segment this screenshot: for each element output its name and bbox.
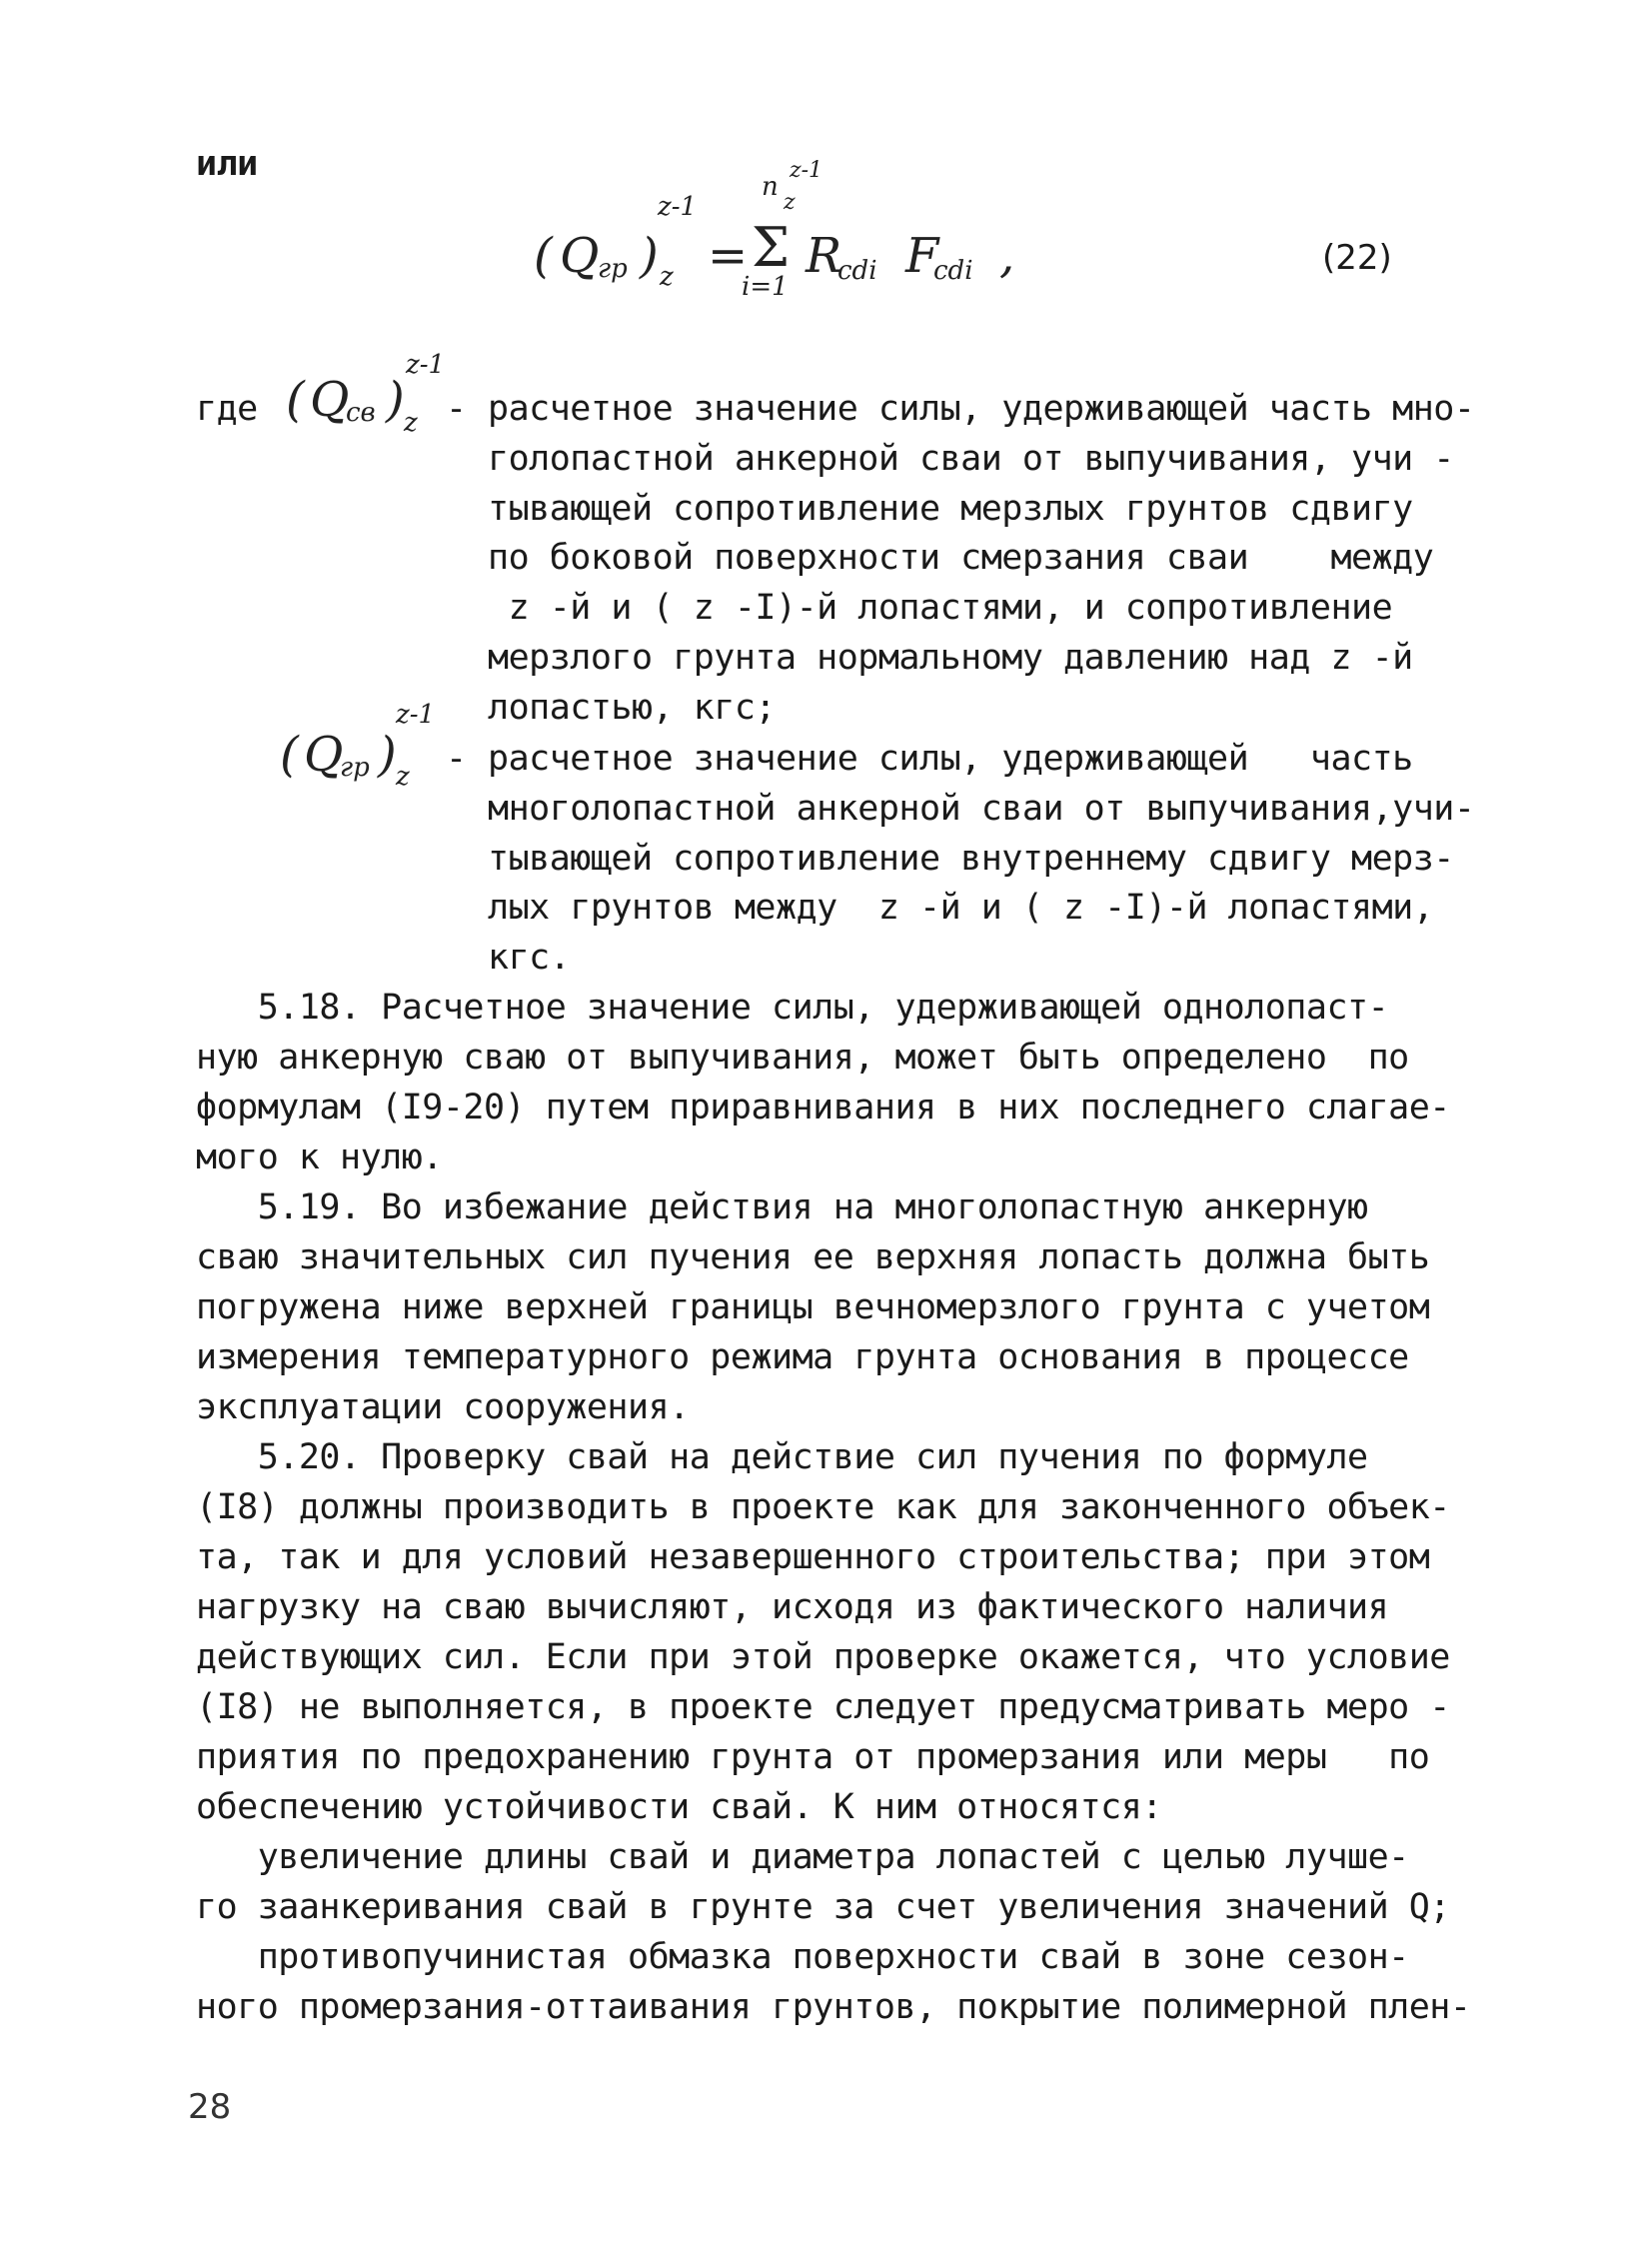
paragraph-line: го заанкеривания свай в грунте за счет увеличения значений Q; <box>196 1887 1450 1927</box>
where-word: где <box>196 389 258 429</box>
paragraph-line: 5.18. Расчетное значение силы, удерживающей однолопаст- <box>196 988 1389 1028</box>
paragraph-line: мого к нулю. <box>196 1137 443 1177</box>
def2-index: z <box>396 762 410 792</box>
paragraph-line: эксплуатации сооружения. <box>196 1387 690 1427</box>
formula-lhs-sup: z-1 <box>658 192 698 222</box>
def2-open: ( <box>280 727 299 783</box>
def2-q: Q <box>304 727 344 783</box>
paragraph-line: 5.19. Во избежание действия на многолопастную анкерную <box>196 1187 1368 1227</box>
def1-index: z <box>404 408 418 438</box>
def2-line: многолопастной анкерной сваи от выпучивания,учи- <box>488 789 1475 829</box>
equation-number: (22) <box>1322 238 1392 278</box>
formula-sum-top-sup: z-1 <box>790 158 824 183</box>
paragraph-line: сваю значительных сил пучения ее верхняя лопасть должна быть <box>196 1237 1430 1277</box>
paragraph-line: та, так и для условий незавершенного строительства; при этом <box>196 1537 1430 1577</box>
paragraph-line: ную анкерную сваю от выпучивания, может быть определено по <box>196 1038 1409 1078</box>
formula-equals: = <box>708 228 749 284</box>
def2-line: расчетное значение силы, удерживающей часть <box>488 739 1413 779</box>
def1-sup: z-1 <box>406 350 446 380</box>
formula-lhs-sub: гр <box>598 254 628 284</box>
paragraph-line: действующих сил. Если при этой проверке окажется, что условие <box>196 1637 1450 1677</box>
paragraph-line: приятия по предохранению грунта от промерзания или меры по <box>196 1737 1430 1777</box>
intro-word: или <box>196 144 258 184</box>
def2-line: тывающей сопротивление внутреннему сдвигу мерз- <box>488 839 1454 879</box>
def1-line: голопастной анкерной сваи от выпучивания, учи - <box>488 439 1454 479</box>
formula-lhs-open: ( <box>534 228 553 284</box>
formula-sum-top-sub: z <box>784 190 796 215</box>
def1-line: тывающей сопротивление мерзлых грунтов сдвигу <box>488 489 1413 529</box>
paragraph-line: увеличение длины свай и диаметра лопастей с целью лучше- <box>196 1837 1409 1877</box>
def2-sub: гр <box>340 753 370 783</box>
formula-r-sub: cdi <box>837 256 877 286</box>
def1-q: Q <box>310 372 350 428</box>
formula-sum-bottom: i=1 <box>742 272 789 302</box>
def1-line: лопастью, кгс; <box>488 688 777 728</box>
paragraph-line: (I8) должны производить в проекте как для законченного объек- <box>196 1487 1450 1527</box>
paragraph-line: формулам (I9-20) путем приравнивания в них последнего слагае- <box>196 1088 1450 1127</box>
def1-line: расчетное значение силы, удерживающей часть мно- <box>488 389 1475 429</box>
formula-trailing-comma: , <box>999 228 1015 284</box>
page-number: 28 <box>188 2087 232 2127</box>
paragraph-line: погружена ниже верхней границы вечномерзлого грунта с учетом <box>196 1287 1430 1327</box>
formula-lhs-close: ) <box>640 228 659 284</box>
formula-f: F <box>905 228 939 284</box>
def1-line: z -й и ( z -I)-й лопастями, и сопротивление <box>488 588 1393 628</box>
def1-open: ( <box>286 372 305 428</box>
paragraph-line: 5.20. Проверку свай на действие сил пучения по формуле <box>196 1437 1368 1477</box>
paragraph-line: противопучинистая обмазка поверхности свай в зоне сезон- <box>196 1937 1409 1977</box>
paragraph-line: измерения температурного режима грунта основания в процессе <box>196 1337 1409 1377</box>
def1-dash: - <box>446 389 467 429</box>
def2-line: лых грунтов между z -й и ( z -I)-й лопастями, <box>488 888 1434 928</box>
paragraph-line: нагрузку на сваю вычисляют, исходя из фактического наличия <box>196 1587 1389 1627</box>
formula-sum-top: n <box>762 172 779 202</box>
formula-r: R <box>806 228 842 284</box>
formula-lhs-q: Q <box>560 228 600 284</box>
paragraph-line: ного промерзания-оттаивания грунтов, покрытие полимерной плен- <box>196 1987 1471 2027</box>
def1-close: ) <box>386 372 405 428</box>
def1-line: мерзлого грунта нормальному давлению над z -й <box>488 638 1413 678</box>
def2-dash: - <box>446 739 467 779</box>
def2-line: кгс. <box>488 938 571 978</box>
formula-f-sub: cdi <box>933 256 973 286</box>
def1-line: по боковой поверхности смерзания сваи между <box>488 538 1434 578</box>
def2-close: ) <box>378 727 397 783</box>
formula-lhs-index: z <box>660 262 674 292</box>
paragraph-line: обеспечению устойчивости свай. К ним относятся: <box>196 1787 1162 1827</box>
def1-sub: св <box>346 398 376 428</box>
def2-sup: z-1 <box>396 700 436 730</box>
paragraph-line: (I8) не выполняется, в проекте следует предусматривать меро - <box>196 1687 1450 1727</box>
formula-sum-sign: Σ <box>752 216 791 279</box>
